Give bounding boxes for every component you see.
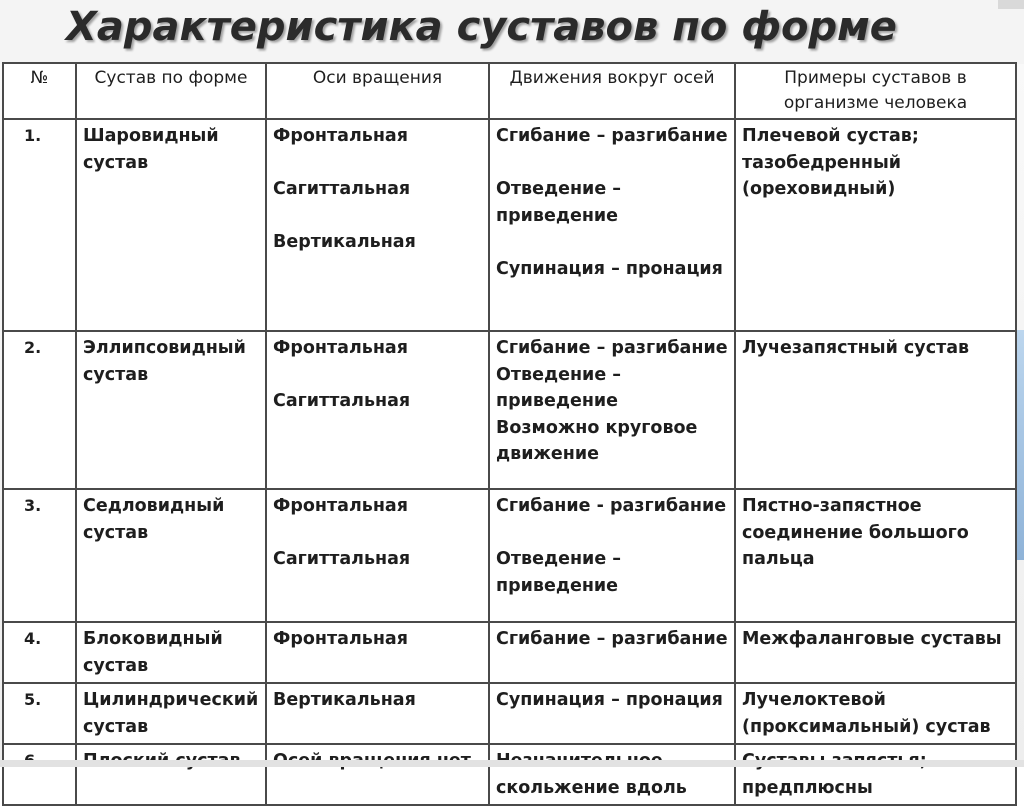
table-row — [3, 489, 1016, 622]
corner-decoration — [998, 0, 1024, 9]
header-examples: Примеры суставов в организме человека — [735, 63, 1016, 119]
table-header-row — [3, 63, 1016, 119]
row-number: 1. — [3, 119, 76, 331]
rotation-axes: Вертикальная — [266, 683, 489, 744]
rotation-axes: Фронтальная Сагиттальная — [266, 331, 489, 489]
joint-name: Эллипсовидный сустав — [76, 331, 266, 489]
movements: Сгибание - разгибание Отведение – приведение — [489, 489, 735, 622]
rotation-axes — [266, 744, 489, 805]
movements: Супинация – пронация — [489, 683, 735, 744]
joint-name: Блоковидный сустав — [76, 622, 266, 683]
row-number — [3, 744, 76, 805]
header-joint-shape: Сустав по форме — [76, 63, 266, 119]
movements: скольжение вдоль — [489, 744, 735, 805]
table-row — [3, 331, 1016, 489]
row-number: 4. — [3, 622, 76, 683]
joint-name — [76, 744, 266, 805]
movements: Сгибание – разгибание — [489, 622, 735, 683]
table-row — [3, 683, 1016, 744]
rotation-axes: Фронтальная Сагиттальная Вертикальная — [266, 119, 489, 331]
slide-title: Характеристика суставов по форме — [66, 4, 897, 50]
examples: Лучелоктевой (проксимальный) сустав — [735, 683, 1016, 744]
bottom-edge — [0, 760, 1024, 767]
table-row — [3, 744, 1016, 805]
joint-name: Цилиндрический сустав — [76, 683, 266, 744]
movements: Сгибание – разгибание Отведение – приведение Супинация – пронация — [489, 119, 735, 331]
header-rotation-axes: Оси вращения — [266, 63, 489, 119]
examples: предплюсны — [735, 744, 1016, 805]
table-row — [3, 622, 1016, 683]
joint-name: Шаровидный сустав — [76, 119, 266, 331]
rotation-axes: Фронтальная — [266, 622, 489, 683]
header-number: № — [3, 63, 76, 119]
row-number: 2. — [3, 331, 76, 489]
movements: Сгибание – разгибание Отведение – приведение Возможно круговое движение — [489, 331, 735, 489]
examples: Плечевой сустав; тазобедренный (ореховидный) — [735, 119, 1016, 331]
examples: Межфаланговые суставы — [735, 622, 1016, 683]
joints-table — [2, 62, 1017, 806]
row-number: 5. — [3, 683, 76, 744]
examples: Лучезапястный сустав — [735, 331, 1016, 489]
table-row — [3, 119, 1016, 331]
examples: Пястно-запястное соединение большого пальца — [735, 489, 1016, 622]
header-movements: Движения вокруг осей — [489, 63, 735, 119]
rotation-axes: Фронтальная Сагиттальная — [266, 489, 489, 622]
row-number: 3. — [3, 489, 76, 622]
joint-name: Седловидный сустав — [76, 489, 266, 622]
